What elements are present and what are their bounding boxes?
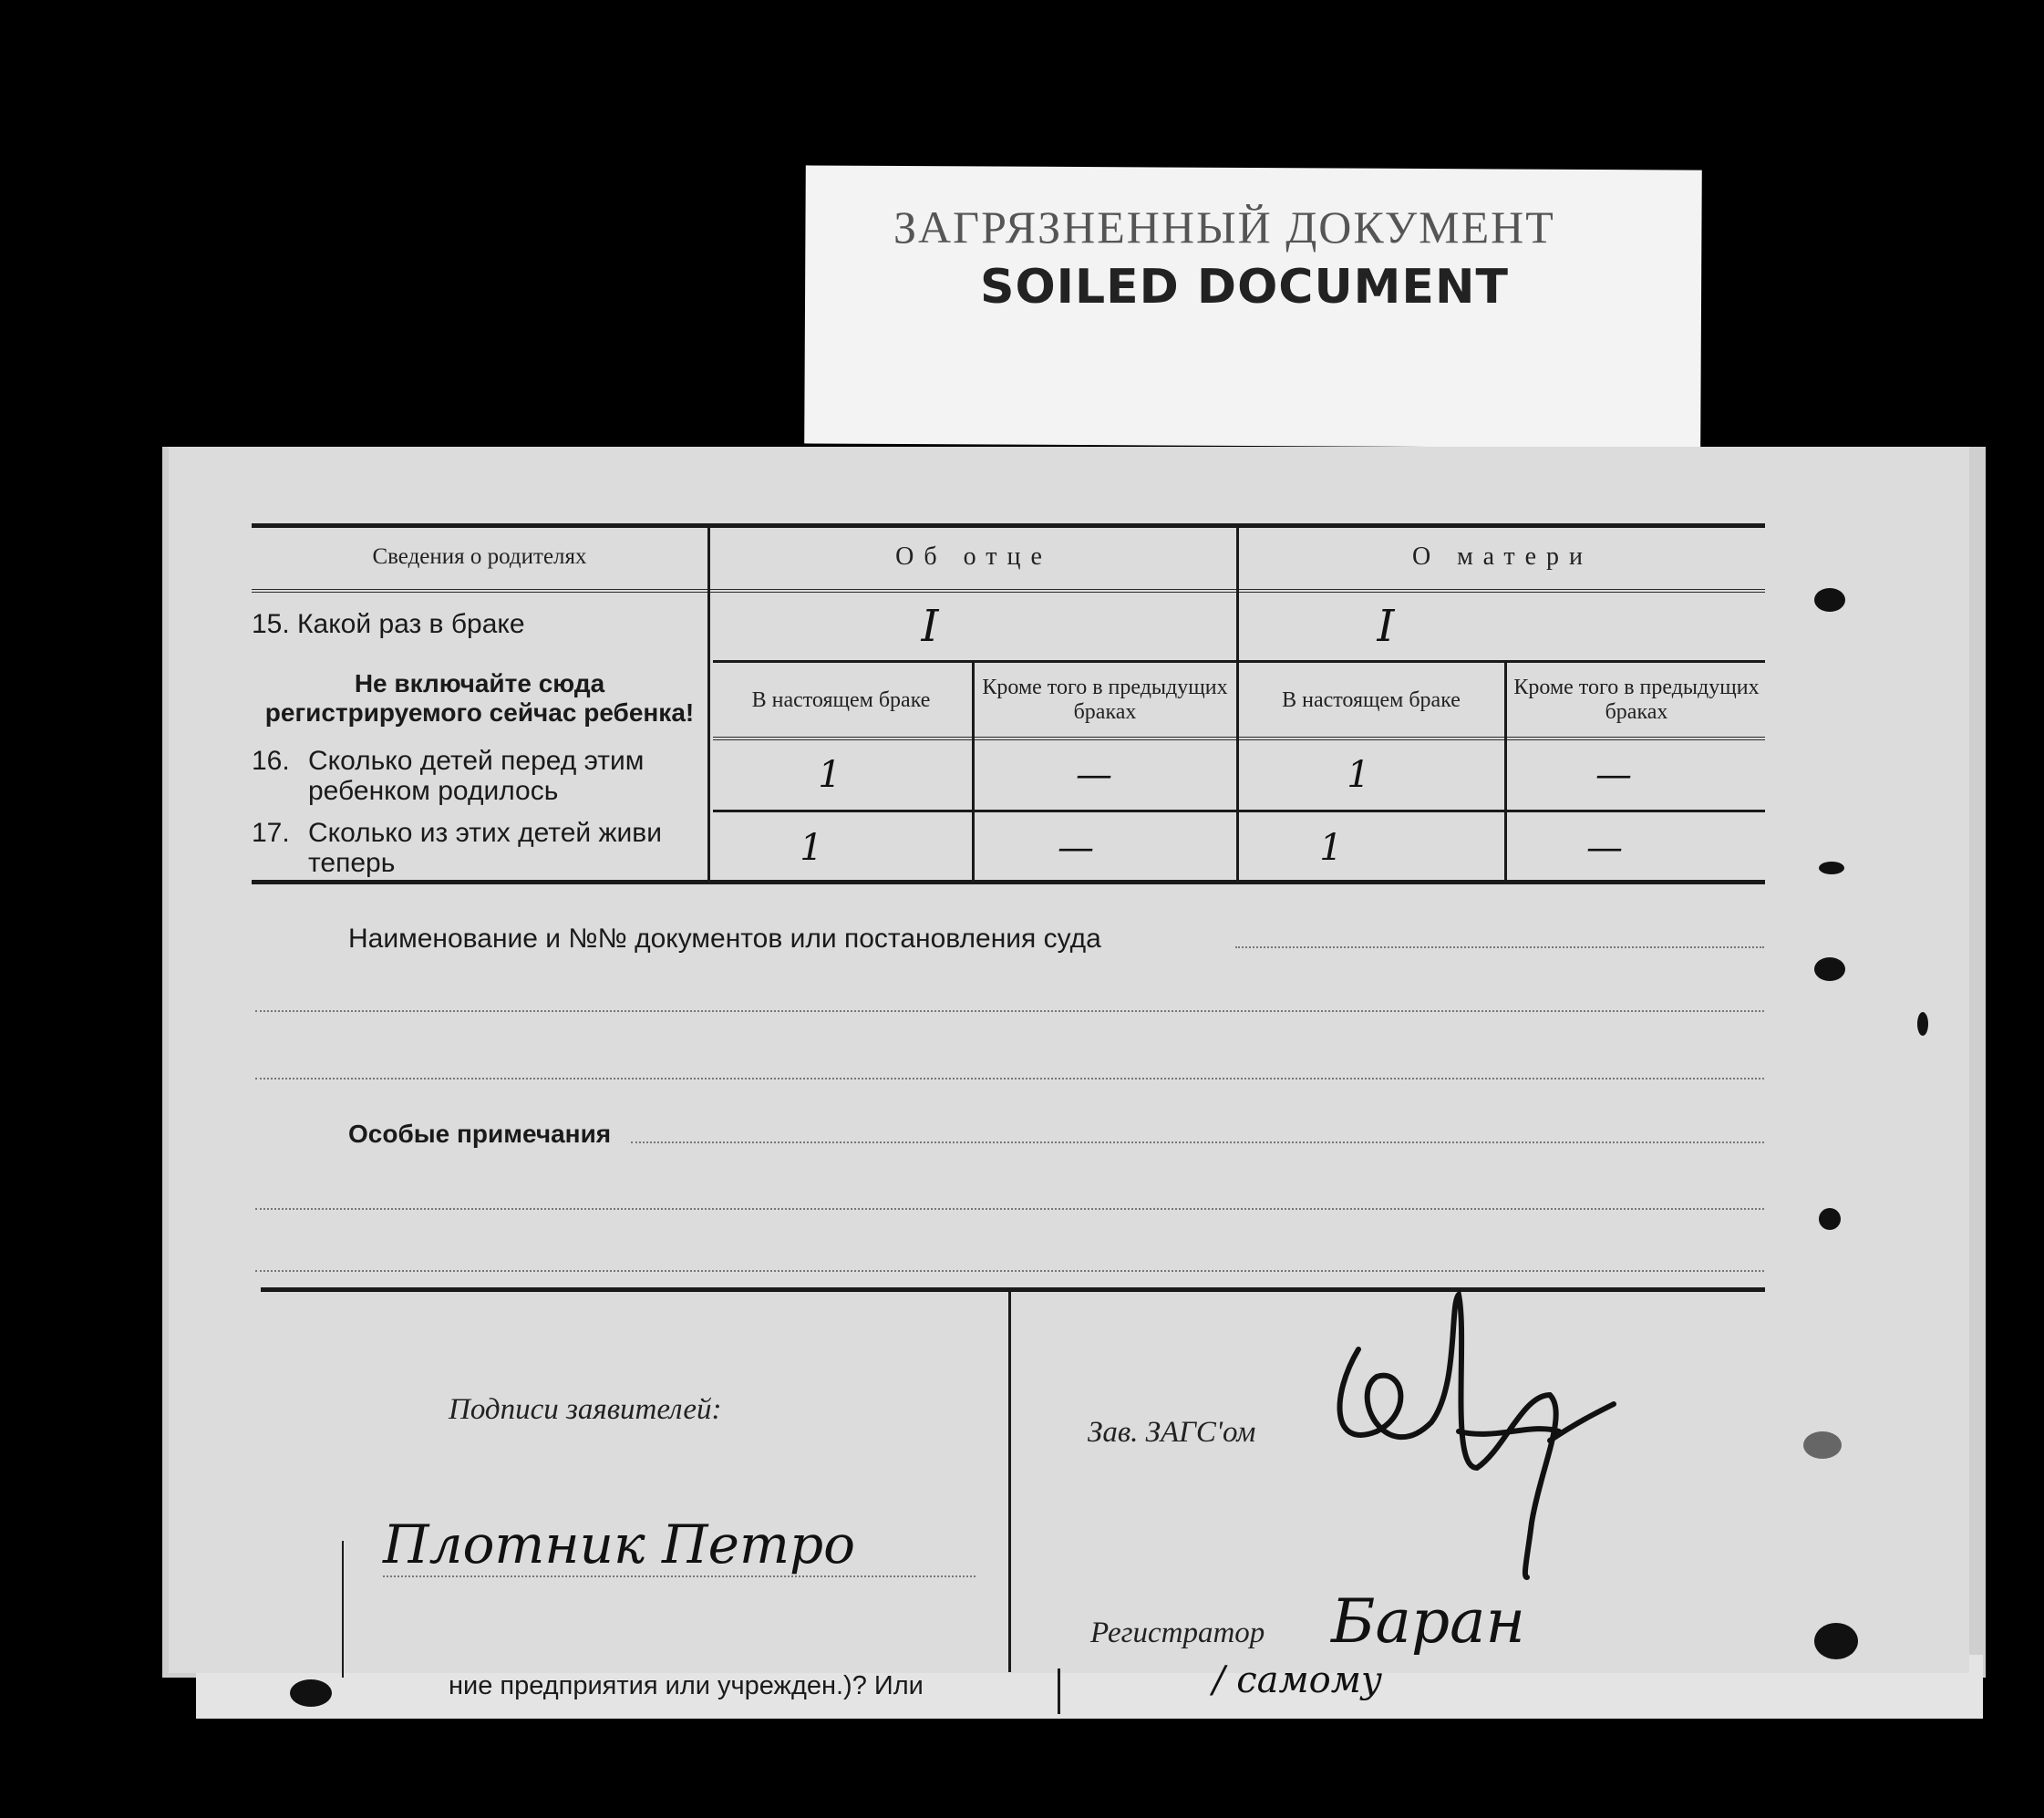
subheader-mother-current: В настоящем браке	[1282, 687, 1461, 712]
header-father: Об отце	[895, 542, 1052, 571]
underlying-page-handwriting: / самому	[1213, 1659, 1383, 1701]
subheader-bottom-rule	[713, 737, 1765, 740]
documents-label: Наименование и №№ документов или постановления суда	[348, 924, 1101, 954]
header-mother: О матери	[1411, 542, 1594, 571]
header-parents-info: Сведения о родителях	[372, 544, 587, 569]
label-text-english: SOILED DOCUMENT	[980, 260, 1509, 315]
remarks-line	[255, 1270, 1764, 1272]
table-bottom-rule	[252, 880, 1765, 884]
punch-hole	[1814, 1623, 1858, 1659]
punch-hole	[1917, 1012, 1928, 1036]
documents-line	[255, 1010, 1764, 1012]
row17-father-previous: —	[1058, 827, 1094, 869]
row17-father-current: 1	[800, 827, 823, 869]
documents-line	[255, 1078, 1764, 1079]
bracket-mark	[342, 1541, 344, 1678]
column-divider	[972, 662, 975, 881]
applicant-signature: Плотник Петро	[383, 1513, 856, 1575]
row16-bottom-rule	[713, 810, 1765, 812]
row16-mother-current: 1	[1347, 754, 1370, 796]
head-of-registry-label: Зав. ЗАГС'ом	[1088, 1416, 1256, 1449]
documents-line	[1235, 946, 1764, 948]
registrar-label: Регистратор	[1090, 1617, 1265, 1649]
subheader-mother-previous: Кроме того в предыдущих браках	[1513, 676, 1760, 724]
row16-father-current: 1	[818, 754, 841, 796]
table-header-rule	[252, 589, 1765, 593]
applicants-label: Подписи заявителей:	[449, 1393, 722, 1426]
row15-father-value: I	[921, 601, 939, 652]
applicant-signature-line	[383, 1575, 976, 1577]
column-divider	[1504, 662, 1507, 881]
label-text-russian: ЗАГРЯЗНЕННЫЙ ДОКУМЕНТ	[893, 201, 1555, 253]
row15-label: 15. Какой раз в браке	[252, 609, 525, 639]
row15-mother-value: I	[1377, 601, 1395, 652]
punch-hole	[1819, 862, 1844, 874]
subheader-father-previous: Кроме того в предыдущих браках	[982, 676, 1228, 724]
remarks-label: Особые примечания	[348, 1120, 612, 1148]
punch-hole	[1819, 1208, 1841, 1230]
punch-hole	[1814, 588, 1845, 612]
registrar-signature: Баран	[1331, 1586, 1525, 1657]
exclusion-note: Не включайте сюда регистрируемого сейчас ребенка!	[264, 669, 695, 727]
row17-mother-previous: —	[1586, 827, 1623, 869]
row16-father-previous: —	[1076, 754, 1112, 796]
row16-mother-previous: —	[1595, 754, 1632, 796]
row17-number: 17.	[252, 818, 290, 848]
remarks-line	[631, 1141, 1764, 1143]
row16-label: Сколько детей перед этим ребенком родилось	[308, 746, 645, 806]
table-top-rule	[252, 523, 1765, 528]
signature-divider	[1008, 1289, 1011, 1672]
underlying-page-text: ние предприятия или учрежден.)? Или	[449, 1671, 924, 1700]
punch-hole	[290, 1679, 332, 1707]
subheader-father-current: В настоящем браке	[751, 687, 931, 712]
punch-hole	[1803, 1431, 1842, 1459]
column-divider	[707, 525, 710, 881]
row17-label: Сколько из этих детей живи теперь	[308, 818, 662, 878]
row17-mother-current: 1	[1319, 827, 1343, 869]
underlying-page-divider	[1058, 1668, 1060, 1714]
punch-hole	[1814, 957, 1845, 981]
row16-number: 16.	[252, 746, 290, 776]
subheader-top-rule	[713, 660, 1765, 663]
remarks-line	[255, 1208, 1764, 1210]
column-divider	[1236, 525, 1239, 881]
head-signature	[1322, 1286, 1632, 1586]
